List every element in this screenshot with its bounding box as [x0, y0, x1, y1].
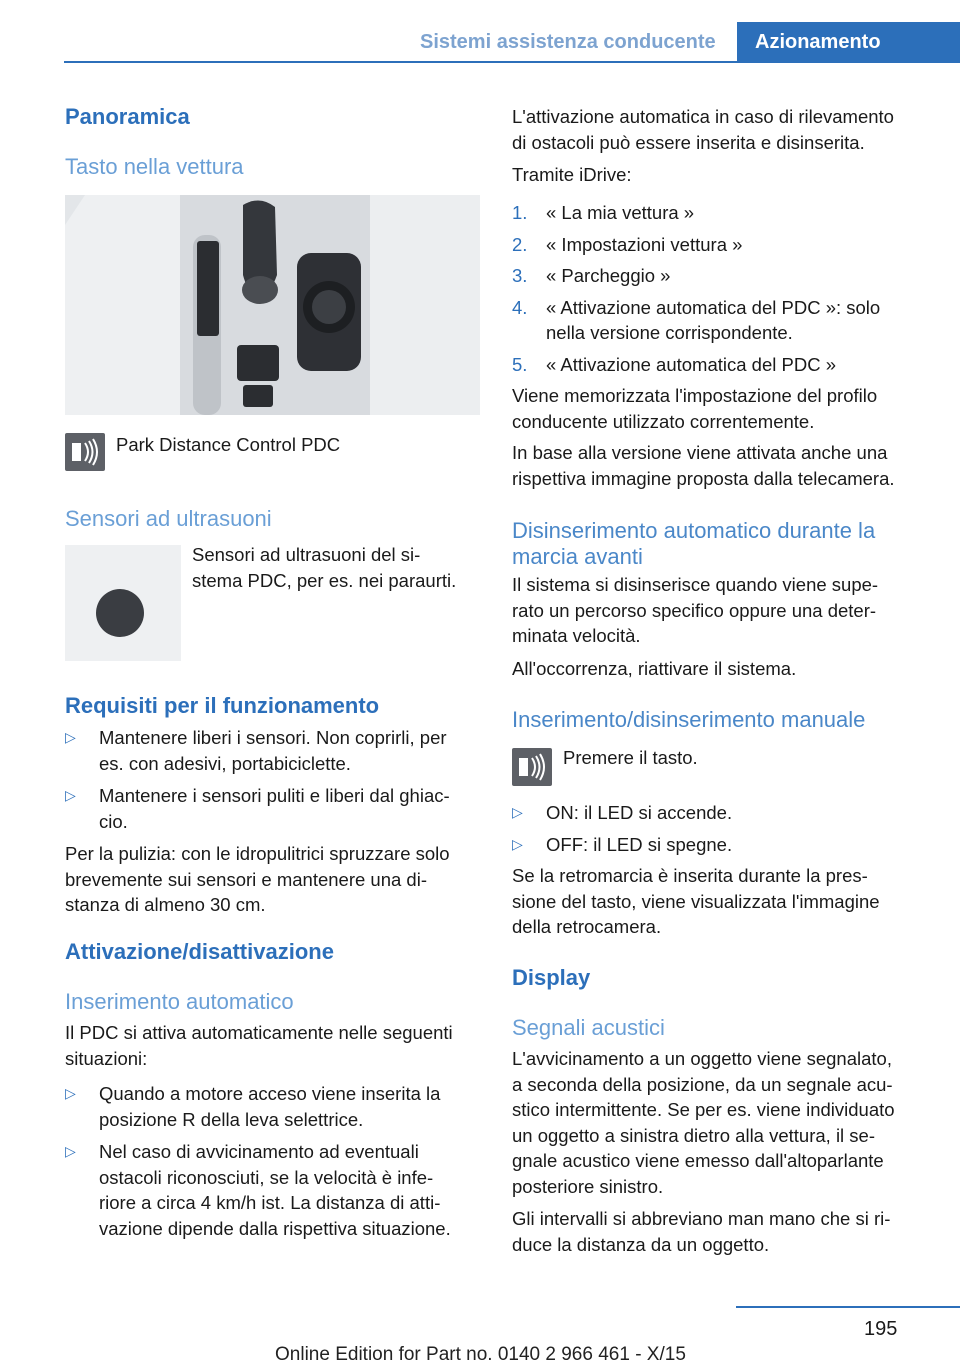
heading-attivazione: Attivazione/disattivazione	[65, 939, 334, 964]
pdc-icon	[512, 748, 552, 786]
disins-line: rato un percorso specifico oppure una deter-	[512, 599, 877, 621]
list-item: ▷ ON: il LED si accende.	[512, 800, 927, 826]
heading-requisiti: Requisiti per il funzionamento	[65, 693, 380, 718]
manual-button-row	[512, 748, 927, 786]
ultrasonic-sensor-image	[65, 545, 181, 661]
heading-panoramica: Panoramica	[65, 104, 190, 129]
header-section-title: Sistemi assistenza conducente	[420, 31, 716, 53]
step-item: 3. « Parcheggio »	[512, 265, 671, 286]
footer-rule	[736, 1306, 960, 1308]
segnali-line: a seconda della posizione, da un segnale acu-	[512, 1073, 893, 1095]
retro-paragraph: Se la retromarcia è inserita durante la pres- sione del tasto, viene visualizzata l'immagine della retrocamera.	[512, 865, 880, 937]
segnali-line: posteriore sinistro.	[512, 1175, 664, 1197]
pdc-caption: Park Distance Control PDC	[116, 434, 341, 455]
segnali-line: un oggetto a sinistra dietro alla vettura, il se-	[512, 1124, 875, 1146]
list-item: ▷ Nel caso di avvicinamento ad eventuali ostacoli riconosciuti, se la velocità è infe- riore a circa 4 km/h ist. La distanza di atti- vazione dipende dalla rispettiva situazione.	[65, 1141, 451, 1239]
list-item: ▷ Quando a motore acceso viene inserita la posizione R della leva selettrice.	[65, 1083, 441, 1130]
triangle-bullet-icon: ▷	[512, 804, 523, 820]
triangle-bullet-icon: ▷	[65, 787, 76, 803]
step-item: 5. « Attivazione automatica del PDC »	[512, 353, 836, 375]
riattivare-text: All'occorrenza, riattivare il sistema.	[512, 657, 797, 679]
heading-manuale: Inserimento/disinserimento manuale	[512, 707, 866, 732]
segnali-line: L'avvicinamento a un oggetto viene segnalato,	[512, 1048, 892, 1069]
header-chapter-tab: Azionamento	[737, 22, 960, 62]
triangle-bullet-icon: ▷	[65, 1143, 76, 1159]
disins-line: Il sistema si disinserisce quando viene supe-	[512, 574, 879, 595]
intro-line: di ostacoli può essere inserita e disinserita.	[512, 131, 865, 153]
triangle-bullet-icon: ▷	[65, 1085, 76, 1101]
intervalli-line: duce la distanza da un oggetto.	[512, 1233, 770, 1255]
list-item: ▷ OFF: il LED si spegne.	[512, 832, 927, 858]
intervalli-line: Gli intervalli si abbreviano man mano che si ri-	[512, 1208, 891, 1229]
premere-text: Premere il tasto.	[563, 747, 698, 768]
heading-sensori: Sensori ad ultrasuoni	[65, 506, 272, 531]
memo-paragraph: Viene memorizzata l'impostazione del profilo conducente utilizzato correntemente.	[512, 385, 878, 432]
triangle-bullet-icon: ▷	[65, 729, 76, 745]
sensor-dot-icon	[96, 589, 144, 637]
heading-segnali: Segnali acustici	[512, 1015, 665, 1040]
pulizia-paragraph: Per la pulizia: con le idropulitrici spruzzare solo brevemente sui sensori e mantenere una di- stanza di almeno 30 cm.	[65, 843, 450, 915]
step-item: 4. « Attivazione automatica del PDC »: solo nella versione corrispondente.	[512, 296, 881, 343]
base-paragraph: In base alla versione viene attivata anche una rispettiva immagine proposta dalla telecamera.	[512, 442, 895, 489]
step-item: 2. « Impostazioni vettura »	[512, 233, 743, 255]
sensori-text-line: stema PDC, per es. nei paraurti.	[192, 569, 457, 591]
segnali-line: gnale acustico viene emesso dall'altoparlante	[512, 1150, 884, 1171]
tramite-idrive: Tramite iDrive:	[512, 164, 632, 185]
edition-note: Online Edition for Part no. 0140 2 966 461 - X/15	[275, 1344, 686, 1365]
gear-console-photo	[65, 195, 480, 415]
page-number: 195	[864, 1318, 898, 1340]
ins-intro-line: Il PDC si attiva automaticamente nelle seguenti	[65, 1022, 453, 1043]
heading-disinserimento: Disinserimento automatico durante la marcia avanti	[512, 518, 876, 569]
step-item: 1. « La mia vettura »	[512, 202, 695, 223]
triangle-bullet-icon: ▷	[512, 835, 523, 852]
sensori-text-line: Sensori ad ultrasuoni del si-	[192, 544, 421, 565]
list-item: ▷ Mantenere i sensori puliti e liberi dal ghiac- cio.	[65, 785, 450, 832]
heading-inserimento: Inserimento automatico	[65, 989, 294, 1014]
disins-line: minata velocità.	[512, 625, 641, 646]
heading-tasto: Tasto nella vettura	[65, 154, 244, 179]
intro-line: L'attivazione automatica in caso di rilevamento	[512, 106, 894, 127]
ins-intro-line: situazioni:	[65, 1047, 148, 1069]
heading-display: Display	[512, 965, 591, 990]
list-item: ▷ Mantenere liberi i sensori. Non coprirli, per es. con adesivi, portabiciclette.	[65, 727, 447, 774]
page-header	[0, 0, 960, 64]
pdc-icon	[65, 433, 105, 471]
header-rule	[64, 61, 960, 63]
pdc-button-row	[65, 433, 480, 471]
segnali-line: stico intermittente. Se per es. viene individuato	[512, 1099, 895, 1120]
